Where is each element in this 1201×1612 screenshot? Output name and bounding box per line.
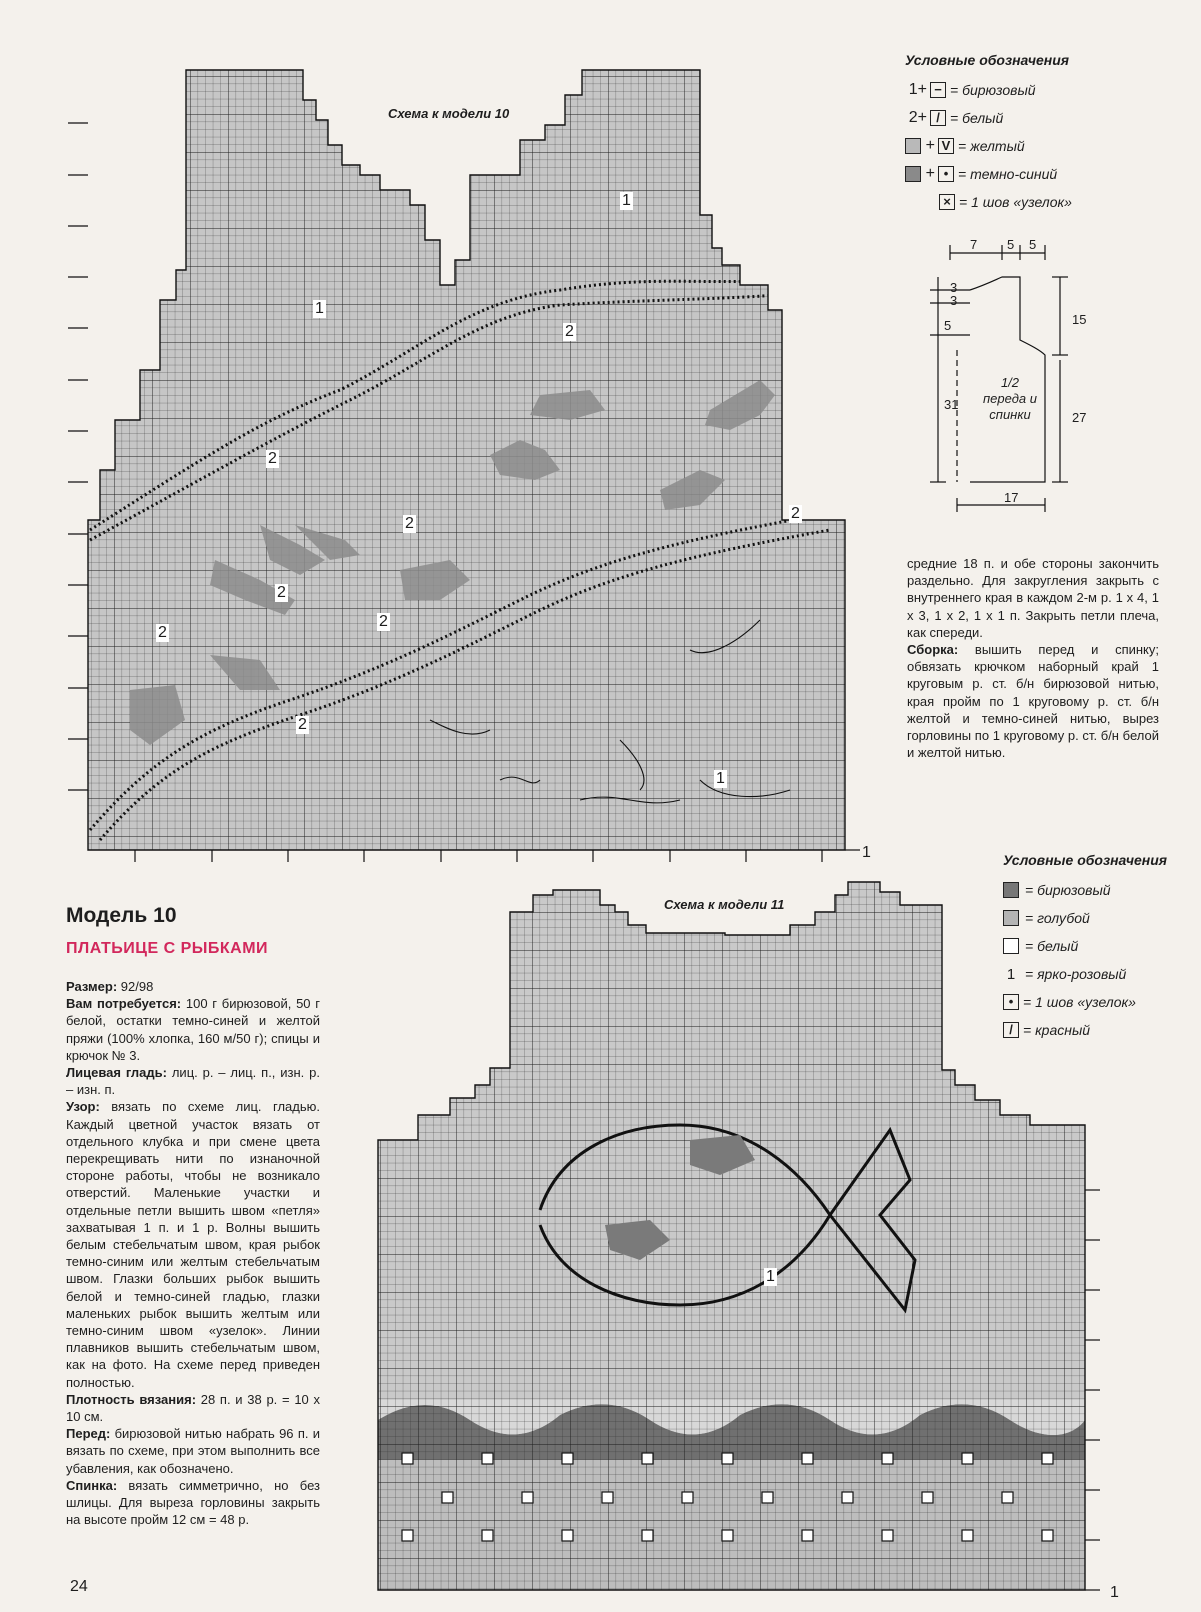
sketch-dim: 3: [950, 280, 958, 295]
chart-11-grid: [370, 870, 1100, 1600]
dot-symbol-icon: •: [1003, 994, 1019, 1010]
slash-symbol-icon: /: [1003, 1022, 1019, 1038]
model-subtitle: ПЛАТЬИЦЕ С РЫБКАМИ: [66, 940, 269, 957]
legend-swatch: [905, 166, 921, 182]
legend-prefix: 1: [1006, 965, 1016, 983]
legend-label: = бирюзовый: [1025, 882, 1111, 898]
region-label: 2: [268, 450, 277, 467]
sketch-dim: 5: [1007, 237, 1015, 252]
sketch-center-label: 1/2 переда и спинки: [983, 375, 1037, 422]
legend-swatch: [1003, 882, 1019, 898]
legend-item: [1003, 1016, 1167, 1044]
legend-label: = ярко-розовый: [1025, 966, 1127, 982]
right-text-block: [907, 555, 1159, 761]
chart-11-title: Схема к модели 11: [664, 897, 785, 912]
sketch-dim: 31: [944, 397, 959, 412]
legend-prefix: +: [925, 137, 935, 154]
region-label: 1: [315, 300, 324, 317]
legend-label: = красный: [1023, 1022, 1091, 1038]
chart-11-ticks: [1085, 1190, 1100, 1590]
model-title: Модель 10: [66, 904, 177, 927]
legend-item: [905, 132, 1072, 160]
minus-symbol-icon: −: [930, 82, 946, 98]
legend-item: [905, 160, 1072, 188]
legend-item: [1003, 932, 1167, 960]
legend-item: [905, 188, 1072, 216]
slash-symbol-icon: /: [930, 110, 946, 126]
dot-symbol-icon: •: [938, 166, 954, 182]
legend-prefix: 1+: [908, 81, 927, 98]
paragraph: Вам потребуется: 100 г бирюзовой, 50 г белой, остатки темно-синей и желтой пряжи (100% хлопка, 160 м/50 г); спицы и крючок № 3.: [66, 996, 320, 1063]
sketch-dim: 5: [1029, 237, 1037, 252]
paragraph: Лицевая гладь: лиц. р. – лиц. п., изн. р. – изн. п.: [66, 1065, 320, 1098]
region-label: 2: [379, 613, 388, 630]
sketch-dim: 3: [950, 293, 958, 308]
row-marker: 1: [862, 844, 871, 861]
legend-swatch: [1003, 910, 1019, 926]
sketch-dim: 15: [1072, 312, 1087, 327]
region-label: 2: [405, 515, 414, 532]
legend-swatch: [1003, 938, 1019, 954]
legend-item: [1003, 904, 1167, 932]
paragraph: Спинка: вязать симметрично, но без шлицы. Для выреза горловины закрыть на высоте пройм 12 см = 48 р.: [66, 1477, 320, 1528]
region-label: 2: [298, 716, 307, 733]
region-label: 2: [277, 584, 286, 601]
paragraph: Перед: бирюзовой нитью набрать 96 п. и вязать по схеме, при этом выполнить все убавления, как обозначено.: [66, 1426, 320, 1476]
sketch-dim: 5: [944, 318, 952, 333]
chart-10-legend: [905, 52, 1072, 216]
legend-label: = бирюзовый: [950, 82, 1036, 98]
cross-symbol-icon: ×: [939, 194, 955, 210]
legend-title: Условные обозначения: [1003, 852, 1168, 868]
region-label: 1: [716, 770, 725, 787]
legend-item: [905, 104, 1072, 132]
paragraph: средние 18 п. и обе стороны закончить раздельно. Для закругления закрыть с внутреннего края в каждом 2-м р. 1 х 4, 1 х 3, 1 х 2, 1 х 1 п. Закрыть петли плеча, как спереди.: [907, 556, 1159, 640]
legend-label: = голубой: [1025, 910, 1090, 926]
region-label: 2: [791, 505, 800, 522]
legend-label: = белый: [950, 110, 1004, 126]
v-symbol-icon: V: [938, 138, 954, 154]
paragraph: Узор: вязать по схеме лиц. гладью. Каждый цветной участок вязать от отдельного клубка и при смене цвета перекрещивать нити по изнаночной стороне работы, чтобы не возникало отверстий. Маленькие участки и отдельные петли вышить швом «петля» захватывая 1 п. и 1 р. Волны вышить белым стебельчатым швом, края рыбок темно-синим или желтым стебельчатым швом. Глазки больших рыбок вышить белой и темно-синей гладью, глазки маленьких рыбок вышить желтым или темно-синим швом «узелок». Линии плавников вышить стебельчатым швом, как на фото. На схеме перед приведен полностью.: [66, 1099, 320, 1390]
legend-prefix: 2+: [908, 109, 927, 126]
legend-label: = белый: [1025, 938, 1079, 954]
left-text-block: [66, 978, 320, 1529]
legend-label: = 1 шов «узелок»: [1023, 994, 1136, 1010]
legend-item: [1003, 988, 1167, 1016]
sketch-dim: 17: [1004, 490, 1019, 505]
legend-label: = желтый: [958, 138, 1025, 154]
sketch-dim: 7: [970, 237, 978, 252]
region-label: 1: [622, 192, 631, 209]
legend-item: [1003, 876, 1167, 904]
legend-item: [905, 76, 1072, 104]
paragraph: Размер: 92/98: [66, 979, 154, 994]
paragraph-label: Сборка:: [907, 642, 959, 658]
region-label: 2: [158, 624, 167, 641]
legend-title: Условные обозначения: [905, 52, 1070, 68]
page-number: 24: [70, 1578, 88, 1595]
region-label: 2: [565, 323, 574, 340]
region-label: 1: [766, 1268, 775, 1285]
paragraph: Плотность вязания: 28 п. и 38 р. = 10 х 10 см.: [66, 1391, 320, 1425]
legend-label: = 1 шов «узелок»: [959, 194, 1072, 210]
sketch-dim: 27: [1072, 410, 1087, 425]
row-marker: 1: [1110, 1584, 1119, 1601]
legend-prefix: +: [925, 165, 935, 182]
chart-11-legend: [1003, 852, 1167, 1044]
paragraph: вышить перед и спинку; обвязать крючком наборный край 1 круговым р. ст. б/н бирюзовой нитью, края пройм по 1 круговому р. ст. б/н желтой и темно-синей нитью, вырез горловины по 1 круговому р. ст. б/н белой и желтой нитью.: [907, 642, 1159, 761]
legend-swatch: [905, 138, 921, 154]
chart-10-title: Схема к модели 10: [388, 106, 510, 121]
legend-label: = темно-синий: [958, 166, 1058, 182]
legend-item: [1003, 960, 1167, 988]
